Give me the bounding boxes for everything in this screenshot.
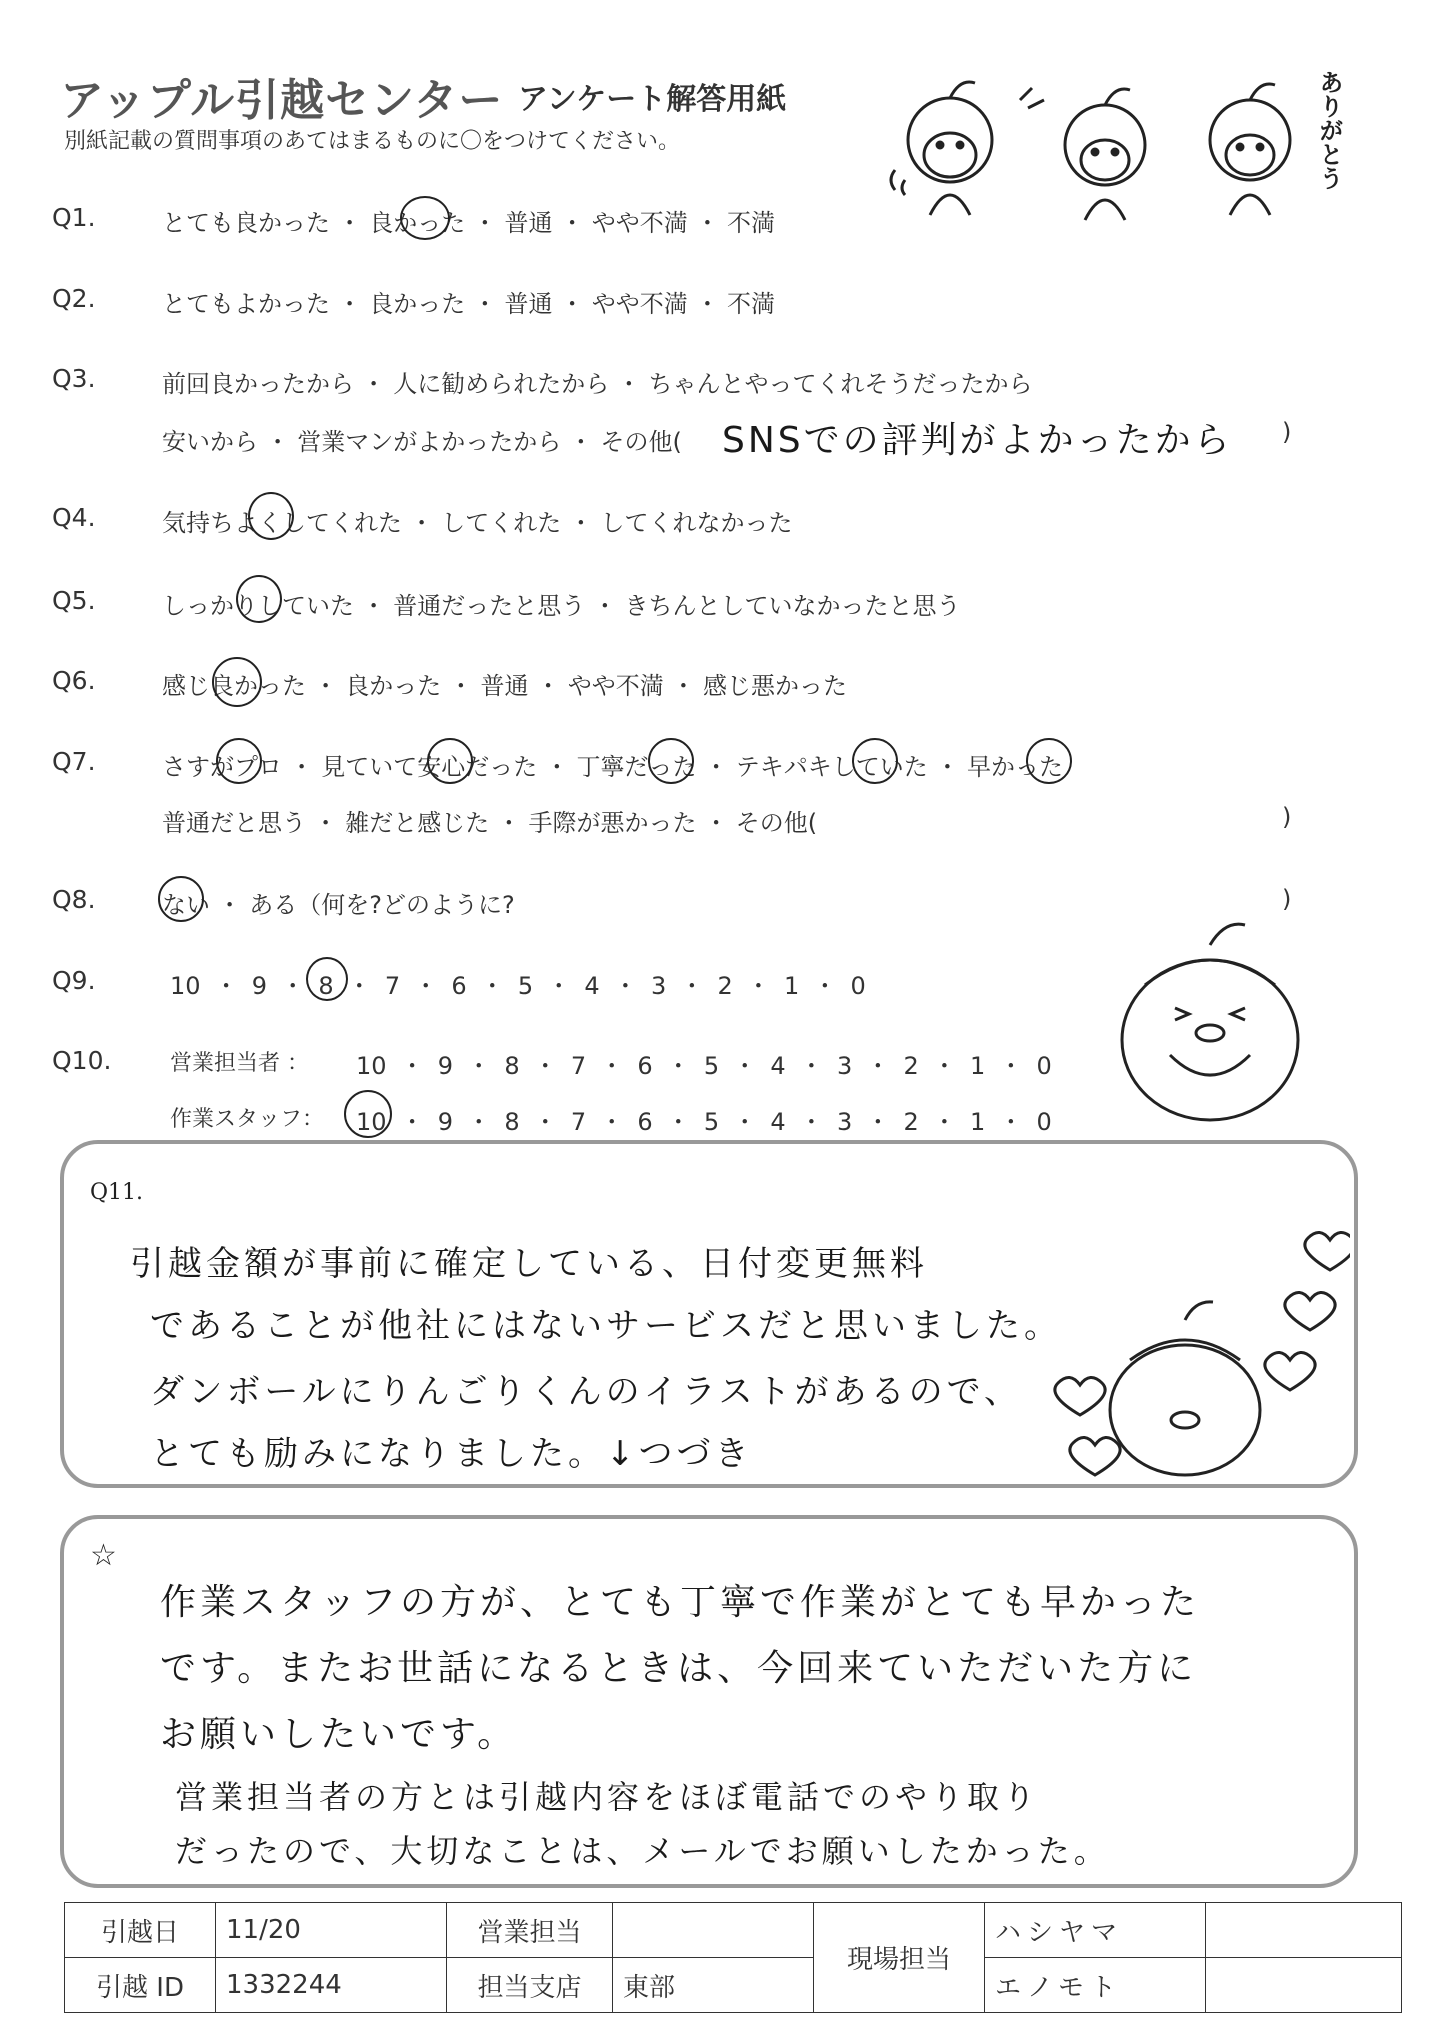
- continuation-line-3: お願いしたいです。: [160, 1714, 518, 1755]
- q11-line-3: ダンボールにりんごりくんのイラストがあるので、: [150, 1372, 1022, 1412]
- q5-options[interactable]: しっかりしていた ・ 普通だったと思う ・ きちんとしていなかったと思う: [162, 592, 961, 620]
- q8-label: Q8.: [52, 885, 96, 914]
- q7-label: Q7.: [52, 747, 96, 776]
- q3-options-line1[interactable]: 前回良かったから ・ 人に勧められたから ・ ちゃんとやってくれそうだったから: [162, 370, 1033, 398]
- continuation-line-2: です。またお世話になるときは、今回来ていただいた方に: [160, 1648, 1198, 1689]
- q10-label: Q10.: [52, 1046, 112, 1075]
- q2-label: Q2.: [52, 284, 96, 313]
- q4-options[interactable]: 気持ちよくしてくれた ・ してくれた ・ してくれなかった: [162, 509, 793, 537]
- answer-circle: [648, 738, 694, 784]
- mascot-face-illustration: [1105, 915, 1320, 1130]
- q3-other-answer: SNSでの評判がよかったから: [722, 420, 1233, 461]
- answer-circle: [400, 196, 450, 240]
- answer-circle: [236, 575, 282, 623]
- site-value-1[interactable]: ハシヤマ: [985, 1903, 1206, 1958]
- q7-options-line2[interactable]: 普通だと思う ・ 雑だと感じた ・ 手際が悪かった ・ その他(: [162, 809, 818, 837]
- move-id-value[interactable]: 1332244: [216, 1958, 447, 2013]
- branch-value[interactable]: 東部: [613, 1958, 814, 2013]
- q11-line-1: 引越金額が事前に確定している、日付変更無料: [130, 1244, 928, 1284]
- site-label: 現場担当: [814, 1903, 985, 2013]
- answer-circle: [427, 738, 473, 784]
- q11-line-4: とても励みになりました。↓つづき: [150, 1434, 753, 1474]
- q7-close-paren: ): [1282, 803, 1292, 831]
- company-title: アップル引越センター: [60, 75, 504, 126]
- q5-label: Q5.: [52, 586, 96, 615]
- star-icon: ☆: [90, 1538, 117, 1573]
- q3-options-line2[interactable]: 安いから ・ 営業マンがよかったから ・ その他(: [162, 428, 682, 456]
- q11-label: Q11.: [90, 1180, 144, 1205]
- q7-options-line1[interactable]: さすがプロ ・ 見ていて安心だった ・ 丁寧だった ・ テキパキしていた ・ 早かった: [162, 753, 1064, 781]
- sales-label: 営業担当: [447, 1903, 613, 1958]
- blank-cell: [1206, 1903, 1402, 1958]
- hearts-mascot-illustration: [1050, 1220, 1350, 1480]
- answer-circle: [1026, 738, 1072, 784]
- move-date-value[interactable]: 11/20: [216, 1903, 447, 1958]
- heart-icon: [1265, 1352, 1315, 1390]
- answer-circle: [248, 492, 294, 540]
- footer-info-table: [64, 1902, 1402, 2013]
- q3-label: Q3.: [52, 364, 96, 393]
- thanks-text: ありがとう: [1315, 70, 1343, 190]
- q6-options[interactable]: 感じ良かった ・ 良かった ・ 普通 ・ やや不満 ・ 感じ悪かった: [162, 672, 848, 700]
- q9-scale[interactable]: 10 ・ 9 ・ 8 ・ 7 ・ 6 ・ 5 ・ 4 ・ 3 ・ 2 ・ 1 ・ 0: [170, 972, 866, 1000]
- form-subtitle: アンケート解答用紙: [518, 82, 787, 117]
- heart-icon: [1055, 1377, 1105, 1415]
- heart-icon: [1305, 1232, 1350, 1270]
- q8-close-paren: ): [1282, 885, 1292, 913]
- q2-options[interactable]: とてもよかった ・ 良かった ・ 普通 ・ やや不満 ・ 不満: [162, 290, 776, 318]
- q3-close-paren: ): [1282, 418, 1292, 446]
- continuation-line-4: 営業担当者の方とは引越内容をほぼ電話でのやり取り: [175, 1778, 1040, 1816]
- mascot-trio-illustration: [880, 60, 1350, 240]
- sales-value[interactable]: [613, 1903, 814, 1958]
- q10-sales-label: 営業担当者 ：: [170, 1051, 309, 1076]
- q10-staff-scale[interactable]: 10 ・ 9 ・ 8 ・ 7 ・ 6 ・ 5 ・ 4 ・ 3 ・ 2 ・ 1 ・ 0: [356, 1108, 1052, 1136]
- instruction-text: 別紙記載の質問事項のあてはまるものに〇をつけてください。: [64, 129, 681, 154]
- move-date-label: 引越日: [65, 1903, 216, 1958]
- answer-circle: [306, 957, 348, 1001]
- move-id-label: 引越 ID: [65, 1958, 216, 2013]
- q10-staff-label: 作業スタッフ：: [170, 1107, 325, 1132]
- q10-sales-scale[interactable]: 10 ・ 9 ・ 8 ・ 7 ・ 6 ・ 5 ・ 4 ・ 3 ・ 2 ・ 1 ・ 0: [356, 1052, 1052, 1080]
- answer-circle: [344, 1090, 392, 1138]
- q1-label: Q1.: [52, 203, 96, 232]
- q6-label: Q6.: [52, 666, 96, 695]
- continuation-line-1: 作業スタッフの方が、とても丁寧で作業がとても早かった: [160, 1582, 1201, 1623]
- q1-options[interactable]: とても良かった ・ 良かった ・ 普通 ・ やや不満 ・ 不満: [162, 209, 776, 237]
- answer-circle: [212, 657, 262, 707]
- answer-circle: [158, 876, 204, 922]
- blank-cell: [1206, 1958, 1402, 2013]
- answer-circle: [852, 738, 898, 784]
- q4-label: Q4.: [52, 503, 96, 532]
- q8-options[interactable]: ない ・ ある（何を?どのように?: [162, 891, 515, 919]
- branch-label: 担当支店: [447, 1958, 613, 2013]
- heart-icon: [1285, 1292, 1335, 1330]
- answer-circle: [216, 738, 262, 784]
- site-value-2[interactable]: エノモト: [985, 1958, 1206, 2013]
- heart-icon: [1070, 1437, 1120, 1475]
- continuation-line-5: だったので、大切なことは、メールでお願いしたかった。: [175, 1832, 1110, 1870]
- q9-label: Q9.: [52, 966, 96, 995]
- q11-line-2: であることが他社にはないサービスだと思いました。: [150, 1306, 1062, 1346]
